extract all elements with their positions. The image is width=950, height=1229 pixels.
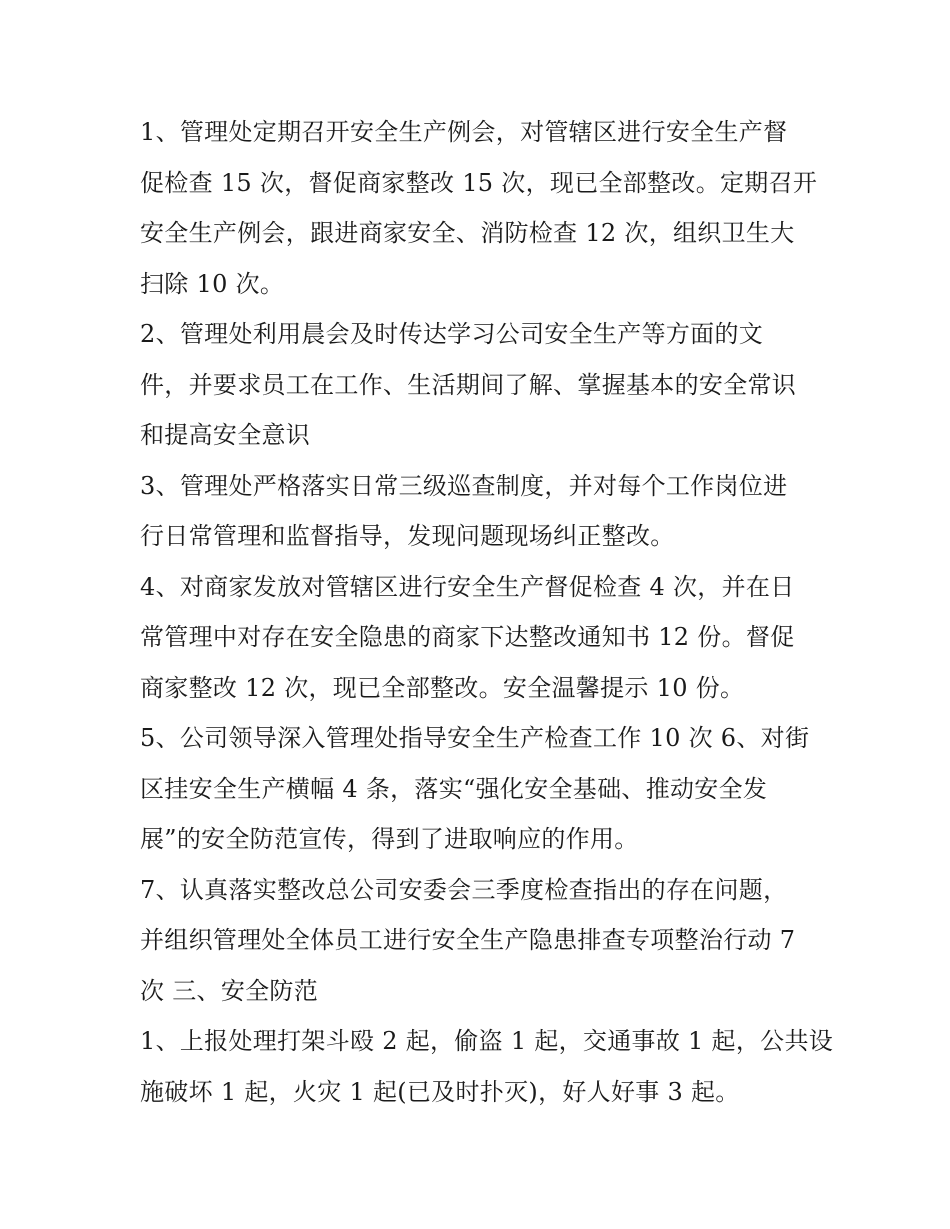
text-line: 1、上报处理打架斗殴 2 起，偷盗 1 起，交通事故 1 起，公共设: [140, 1027, 834, 1055]
text-line: 5、公司领导深入管理处指导安全生产检查工作 10 次 6、对街: [140, 724, 810, 752]
text-line: 扫除 10 次。: [140, 269, 285, 298]
text-line: 常管理中对存在安全隐患的商家下达整改通知书 12 份。督促: [140, 623, 795, 651]
text-line: 促检查 15 次，督促商家整改 15 次，现已全部整改。定期召开: [140, 168, 818, 197]
text-line: 次 三、安全防范: [140, 976, 319, 1005]
text-line: 区挂安全生产横幅 4 条，落实“强化安全基础、推动安全发: [140, 774, 768, 803]
text-line: 3、管理处严格落实日常三级巡查制度，并对每个工作岗位进: [140, 471, 788, 500]
text-line: 7、认真落实整改总公司安委会三季度检查指出的存在问题，: [140, 875, 788, 904]
text-line: 施破坏 1 起，火灾 1 起(已及时扑灭)，好人好事 3 起。: [140, 1077, 740, 1106]
text-line: 2、管理处利用晨会及时传达学习公司安全生产等方面的文: [140, 320, 764, 348]
text-line: 展”的安全防范宣传，得到了进取响应的作用。: [140, 825, 639, 853]
text-line: 并组织管理处全体员工进行安全生产隐患排查专项整治行动 7: [140, 926, 796, 954]
text-line: 安全生产例会，跟进商家安全、消防检查 12 次，组织卫生大: [140, 219, 795, 247]
text-line: 1、管理处定期召开安全生产例会，对管辖区进行安全生产督: [140, 118, 788, 146]
text-line: 和提高安全意识: [140, 421, 311, 449]
text-line: 件，并要求员工在工作、生活期间了解、掌握基本的安全常识: [140, 370, 797, 399]
text-line: 4、对商家发放对管辖区进行安全生产督促检查 4 次，并在日: [140, 572, 795, 601]
text-line: 行日常管理和监督指导，发现问题现场纠正整改。: [140, 522, 675, 550]
document-body: [140, 107, 834, 1117]
text-line: 商家整改 12 次，现已全部整改。安全温馨提示 10 份。: [140, 673, 745, 702]
